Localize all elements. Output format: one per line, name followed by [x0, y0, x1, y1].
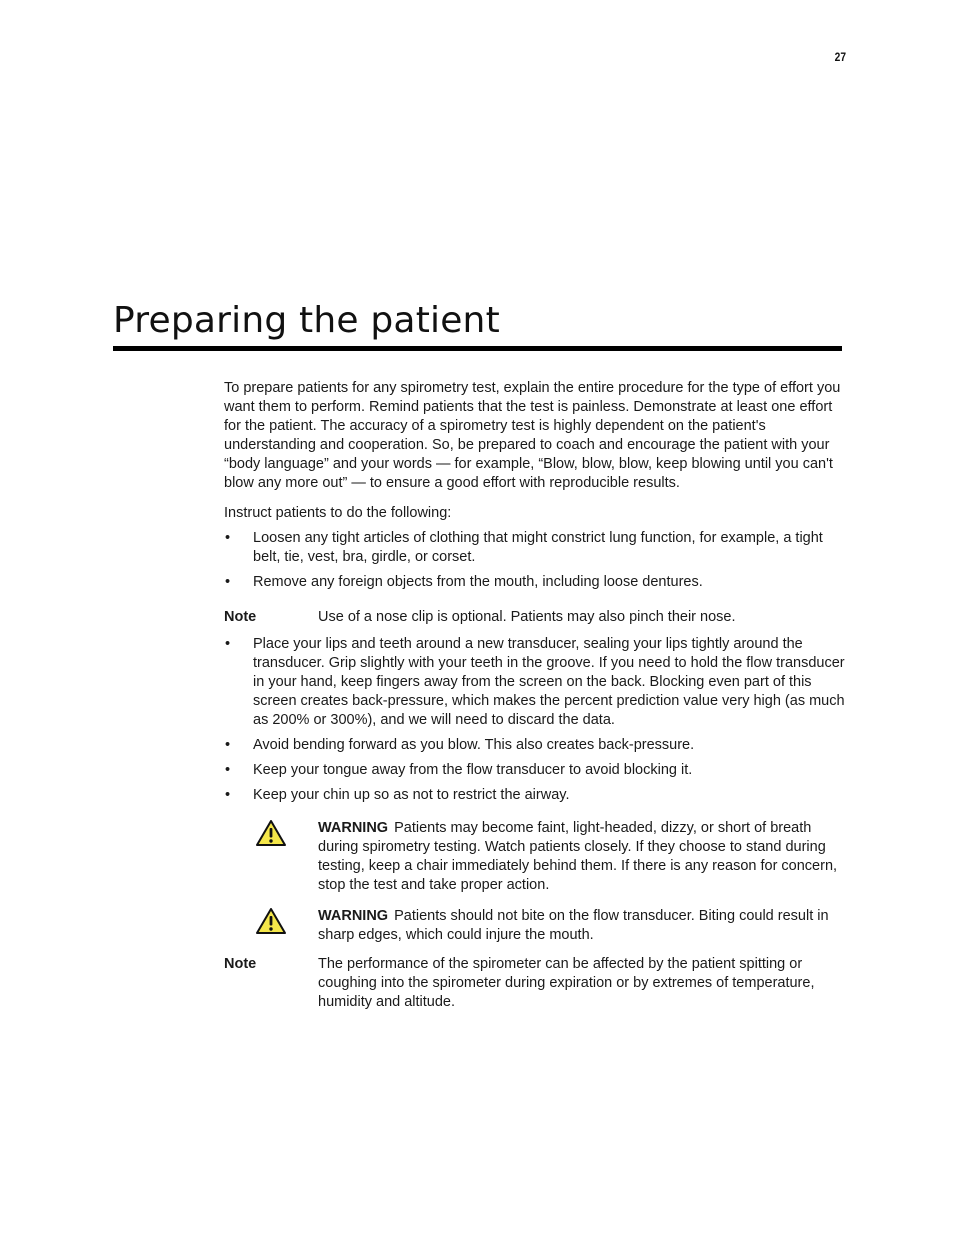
- list-item: [224, 736, 846, 755]
- note-nose-clip: [224, 608, 846, 627]
- warning-body: Patients should not bite on the flow transducer. Biting could result in sharp edges, which could injure the mouth.: [318, 908, 829, 943]
- bullet-icon: •: [225, 762, 231, 778]
- list-item: [224, 573, 846, 592]
- title-rule: [113, 346, 842, 351]
- warning-label: WARNING: [318, 908, 389, 924]
- instruct-paragraph: Instruct patients to do the following:: [224, 505, 452, 521]
- warning-body: Patients may become faint, light-headed, dizzy, or short of breath during spirometry testing. Watch patients closely. If they choose to stand during testing, keep a chair immediately behind them. If there is any reason for concern, stop the test and take proper action.: [318, 820, 838, 893]
- warning-bite: [224, 907, 846, 945]
- list-item-text: Remove any foreign objects from the mouth, including loose dentures.: [253, 574, 703, 590]
- list-item: [224, 786, 846, 805]
- note-label: Note: [224, 609, 257, 625]
- warning-label: WARNING: [318, 820, 389, 836]
- list-item: [224, 635, 846, 730]
- bullet-icon: •: [225, 636, 231, 652]
- page-title: Preparing the patient: [113, 300, 500, 341]
- intro-paragraph: To prepare patients for any spirometry test, explain the entire procedure for the type of effort you want them to perform. Remind patients that the test is painless. Demonstrate at least one effort for the patient. The accuracy of a spirometry test is highly dependent on the patient's understanding and cooperation. So, be prepared to coach and encourage the patient with your “body language” and your words — for example, “Blow, blow, blow, keep blowing until you can't blow any more out” — to ensure a good effort with reproducible results.: [224, 380, 841, 491]
- note-performance: [224, 955, 846, 1012]
- list-item-text: Place your lips and teeth around a new transducer, sealing your lips tightly around the transducer. Grip slightly with your teeth in the groove. If you need to hold the flow transducer in your hand, keep fingers away from the screen on the back. Blocking even part of this screen creates back-pressure, which makes the percent prediction value very high (as much as 200% or 300%), and we will need to discard the data.: [253, 636, 845, 728]
- bullet-icon: •: [225, 787, 231, 803]
- list-item: [224, 761, 846, 780]
- instruction-list-1: [224, 529, 846, 592]
- note-text: Use of a nose clip is optional. Patients may also pinch their nose.: [318, 609, 736, 625]
- bullet-icon: •: [225, 574, 231, 590]
- warning-text: [318, 819, 846, 895]
- instruction-list-2: [224, 635, 846, 805]
- list-item-text: Keep your chin up so as not to restrict the airway.: [253, 787, 570, 803]
- note-text: The performance of the spirometer can be affected by the patient spitting or coughing into the spirometer during expiration or by extremes of temperature, humidity and altitude.: [318, 956, 815, 1010]
- warning-faint: [224, 819, 846, 895]
- list-item-text: Avoid bending forward as you blow. This also creates back-pressure.: [253, 737, 695, 753]
- main-content: [224, 379, 846, 1020]
- warning-text: [318, 907, 846, 945]
- list-item: [224, 529, 846, 567]
- bullet-icon: •: [225, 737, 231, 753]
- note-label: Note: [224, 956, 257, 972]
- warning-triangle-icon: [255, 907, 287, 935]
- list-item-text: Loosen any tight articles of clothing that might constrict lung function, for example, a tight belt, tie, vest, bra, girdle, or corset.: [253, 530, 823, 565]
- warning-triangle-icon: [255, 819, 287, 847]
- bullet-icon: •: [225, 530, 231, 546]
- list-item-text: Keep your tongue away from the flow transducer to avoid blocking it.: [253, 762, 693, 778]
- page-number: 27: [834, 50, 846, 64]
